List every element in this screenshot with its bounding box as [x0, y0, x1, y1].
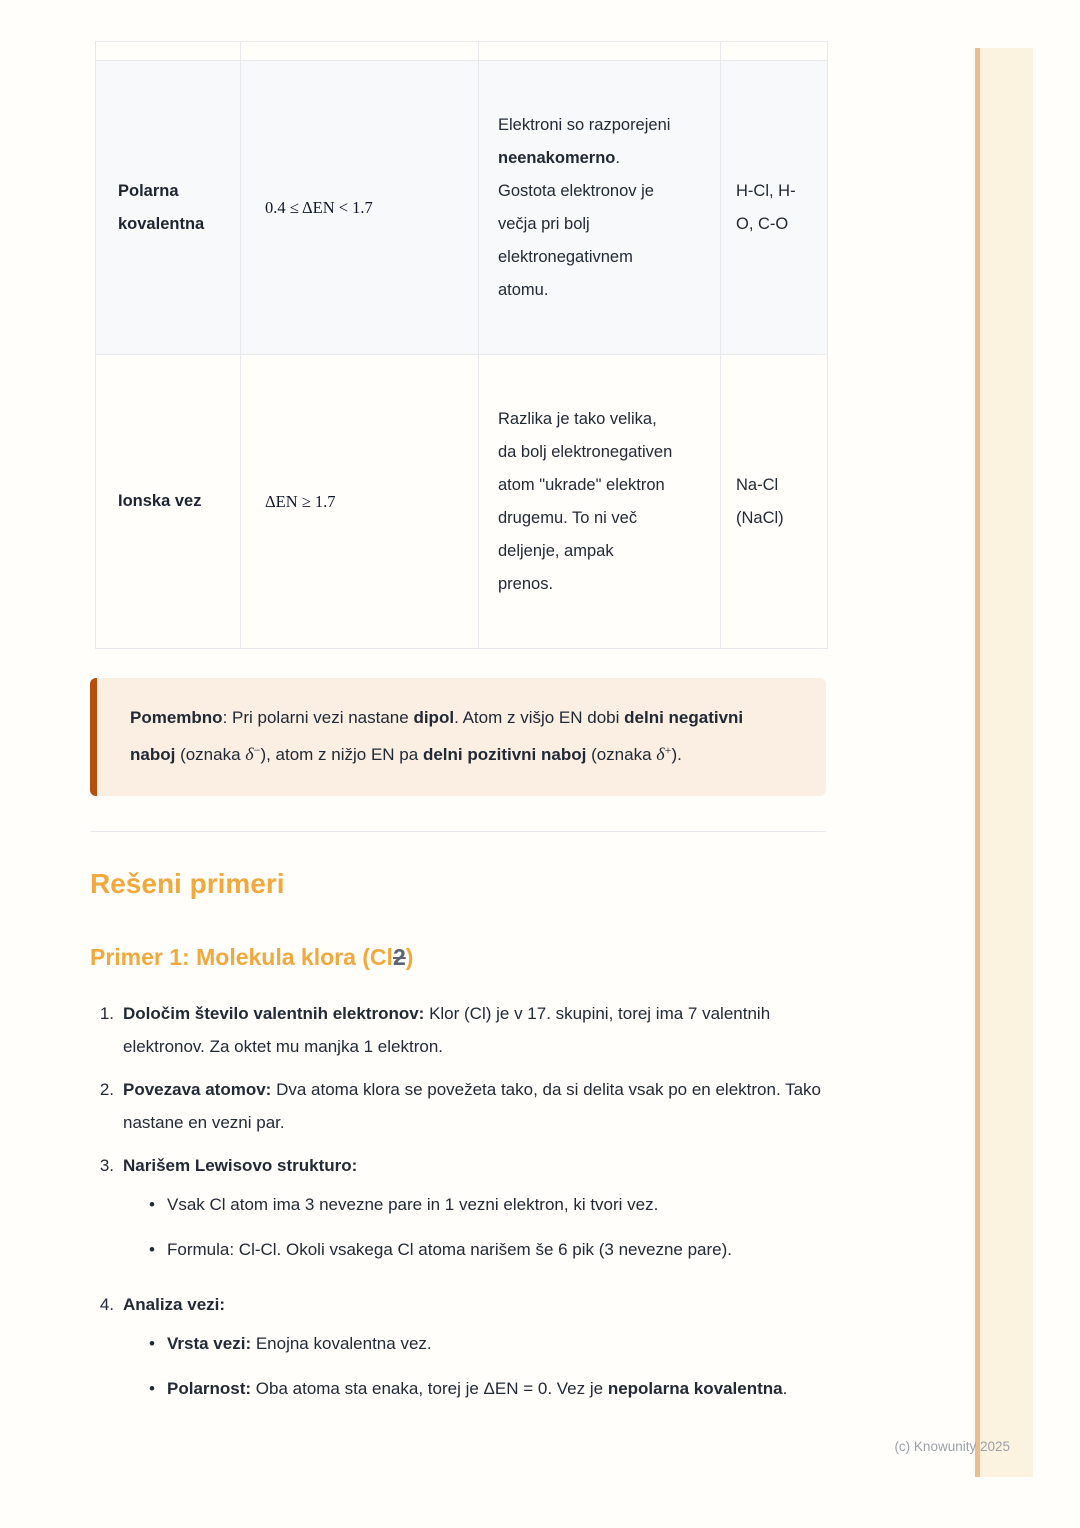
- sub-bullet-list: [123, 1188, 830, 1266]
- copyright-notice: (c) Knowunity 2025: [894, 1439, 1010, 1454]
- section-heading: Rešeni primeri: [90, 868, 285, 899]
- bullet-dot: •: [149, 1195, 155, 1214]
- table-row-clipped: [96, 42, 828, 61]
- bond-type-cell: Ionska vez: [96, 355, 241, 649]
- section-divider: [90, 831, 826, 832]
- bullet-item: [123, 1327, 830, 1360]
- list-item-text: [123, 1288, 830, 1417]
- bond-description-cell: Razlika je tako velika, da bolj elektronegativen atom "ukrade" elektron drugemu. To ni več deljenje, ampak prenos.: [479, 355, 721, 649]
- bullet-item: [123, 1233, 830, 1266]
- example-heading: Primer 1: Molekula klora (Cl2): [90, 944, 414, 970]
- sub-bullet-list: [123, 1327, 830, 1405]
- bond-types-table: [95, 41, 828, 649]
- table-row-ionic: [96, 355, 828, 649]
- bond-examples-cell: H-Cl, H-O, C-O: [721, 61, 828, 355]
- bullet-item: [123, 1188, 830, 1221]
- list-item: [90, 1149, 830, 1278]
- list-item: [90, 997, 830, 1063]
- bond-examples-cell: Na-Cl (NaCl): [721, 355, 828, 649]
- content-column: [90, 0, 830, 1427]
- list-item-number: 4.: [99, 1295, 114, 1314]
- important-callout: [90, 678, 826, 796]
- bullet-dot: •: [149, 1240, 155, 1259]
- list-item-text: Določim število valentnih elektronov: Klor (Cl) je v 17. skupini, torej ima 7 valentnih elektronov. Za oktet mu manjka 1 elektron.: [123, 1004, 771, 1056]
- list-item-number: 1.: [99, 1004, 114, 1023]
- bullet-text: Vrsta vezi: Enojna kovalentna vez.: [167, 1334, 432, 1353]
- bullet-text: Formula: Cl-Cl. Okoli vsakega Cl atoma narišem še 6 pik (3 nevezne pare).: [167, 1240, 732, 1259]
- bullet-item: [123, 1372, 830, 1405]
- solution-steps-list: [90, 997, 830, 1417]
- bond-description-cell: Elektroni so razporejeni neenakomerno. Gostota elektronov je večja pri bolj elektronegativnem atomu.: [479, 61, 721, 355]
- list-item: [90, 1288, 830, 1417]
- bond-condition-cell: ΔEN ≥ 1.7: [241, 355, 479, 649]
- list-item-header: Analiza vezi:: [123, 1295, 226, 1314]
- list-item-number: 3.: [99, 1156, 114, 1175]
- table-row-polar-covalent: [96, 61, 828, 355]
- list-item-text: Povezava atomov: Dva atoma klora se povežeta tako, da si delita vsak po en elektron. Tako nastane en vezni par.: [123, 1080, 822, 1132]
- bullet-dot: •: [149, 1334, 155, 1353]
- list-item-number: 2.: [99, 1080, 114, 1099]
- bullet-dot: •: [149, 1379, 155, 1398]
- callout-text: Pomembno: Pri polarni vezi nastane dipol. Atom z višjo EN dobi delni negativni naboj (oznaka δ−), atom z nižjo EN pa delni pozitivni naboj (oznaka δ+).: [130, 708, 744, 764]
- bond-condition-cell: 0.4 ≤ ΔEN < 1.7: [241, 61, 479, 355]
- bullet-text: Vsak Cl atom ima 3 nevezne pare in 1 vezni elektron, ki tvori vez.: [167, 1195, 659, 1214]
- callout-accent-bar: [90, 678, 97, 796]
- list-item-header: Narišem Lewisovo strukturo:: [123, 1156, 358, 1175]
- bond-type-cell: Polarna kovalentna: [96, 61, 241, 355]
- list-item: [90, 1073, 830, 1139]
- bullet-text: Polarnost: Oba atoma sta enaka, torej je ΔEN = 0. Vez je nepolarna kovalentna.: [167, 1379, 788, 1398]
- page-edge-accent-fill: [980, 48, 1033, 1477]
- list-item-text: [123, 1149, 830, 1278]
